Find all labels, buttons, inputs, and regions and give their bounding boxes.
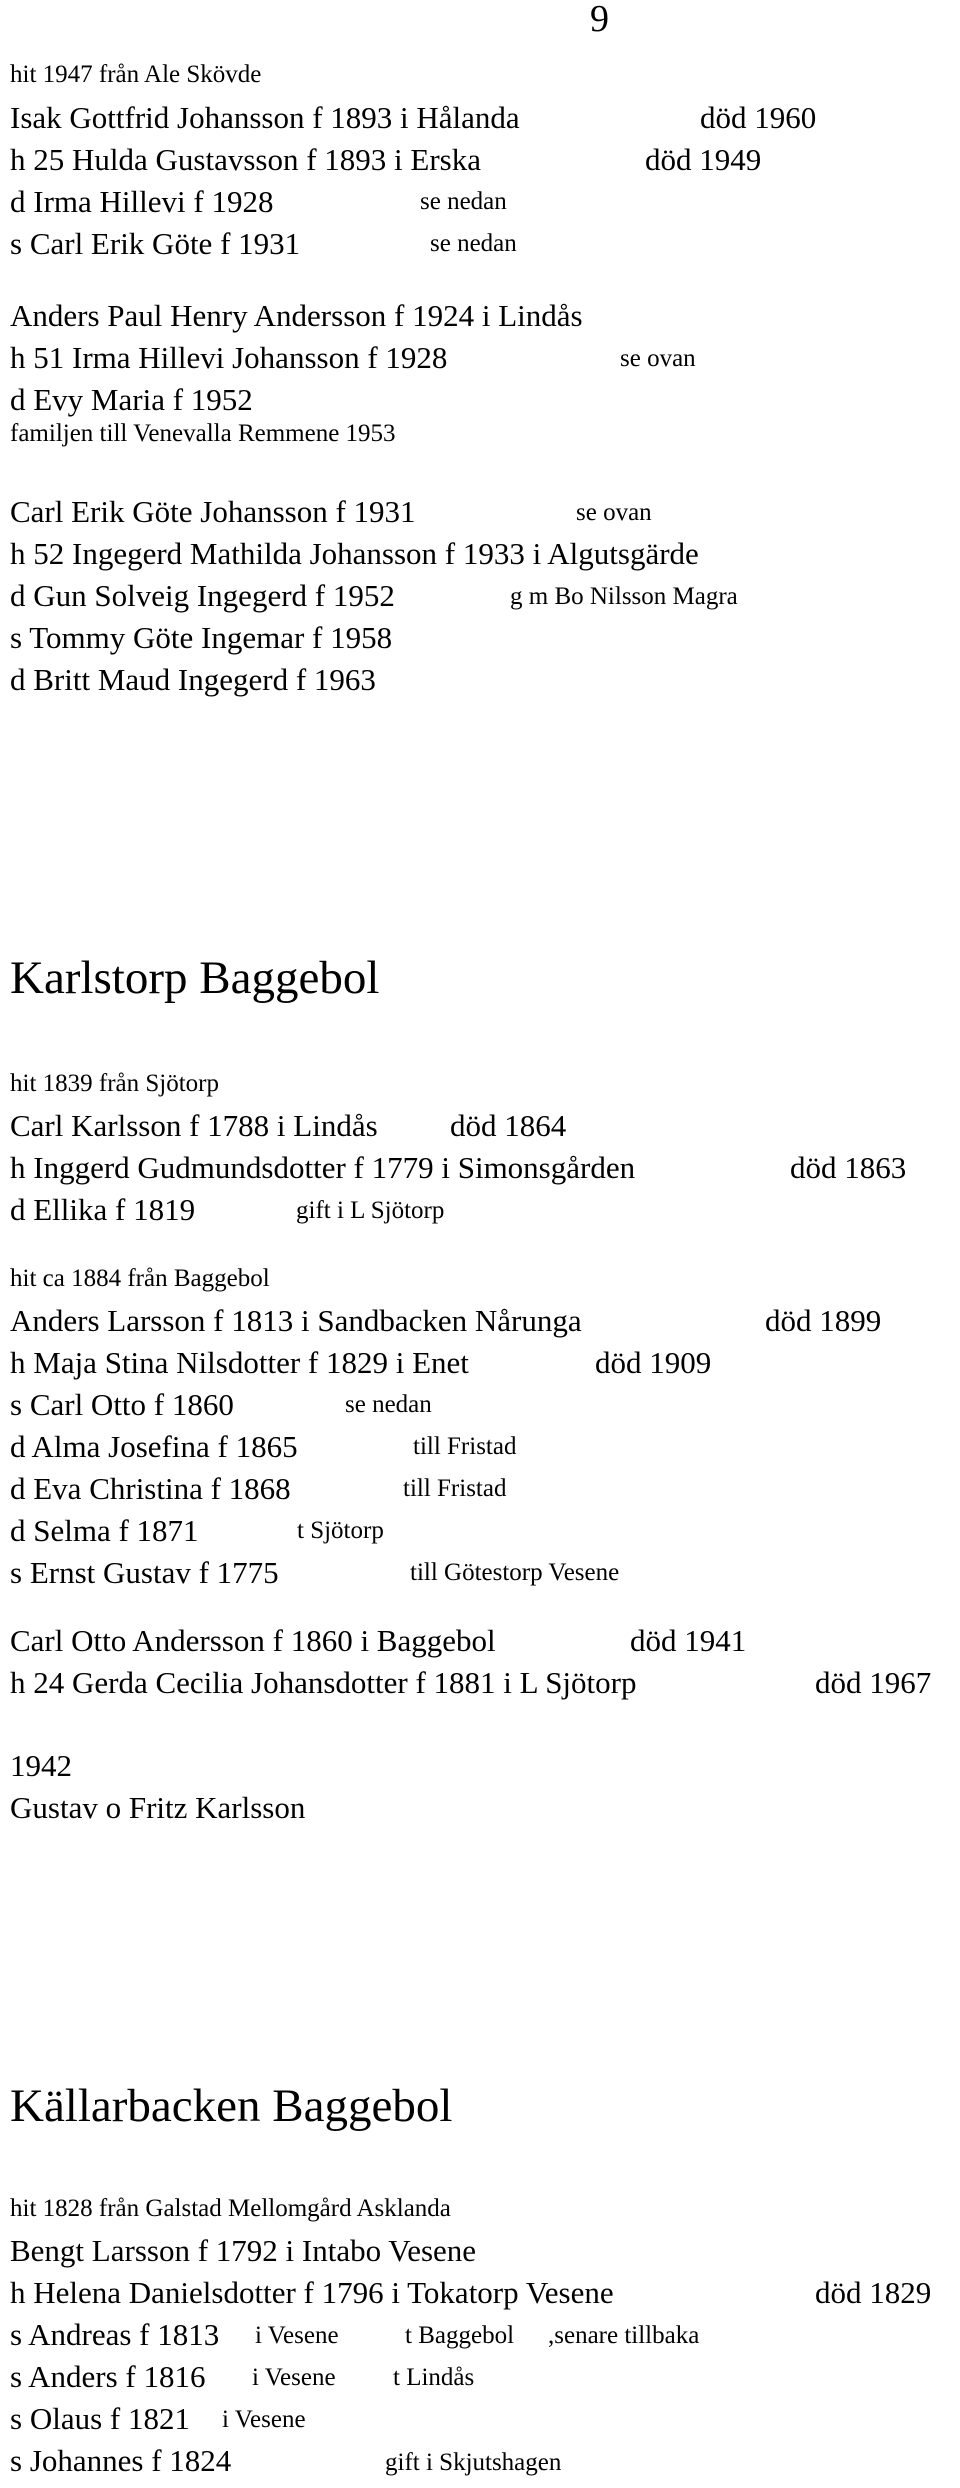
wife-name: h 51 Irma Hillevi Johansson f 1928	[10, 340, 448, 375]
child-name: d Gun Solveig Ingegerd f 1952	[10, 578, 395, 613]
child-note: till Götestorp Vesene	[410, 1559, 620, 1586]
child-note: gift i Skjutshagen	[385, 2449, 562, 2476]
child-note: se nedan	[420, 188, 507, 215]
arrival-note: hit 1828 från Galstad Mellomgård Asklanda	[10, 2195, 451, 2222]
child-place: i Vesene	[222, 2406, 306, 2433]
child-name: d Evy Maria f 1952	[10, 382, 253, 417]
child-name: d Ellika f 1819	[10, 1192, 196, 1227]
death-note: död 1899	[765, 1303, 882, 1338]
death-note: död 1960	[700, 100, 817, 135]
husband-name: Anders Paul Henry Andersson f 1924 i Lindås	[10, 298, 583, 333]
page-number: 9	[590, 0, 609, 40]
farm-heading: Karlstorp Baggebol	[10, 952, 380, 1004]
death-note: död 1863	[790, 1150, 907, 1185]
child-note: gift i L Sjötorp	[296, 1197, 445, 1224]
husband-name: Carl Erik Göte Johansson f 1931	[10, 494, 416, 529]
child-name: d Irma Hillevi f 1928	[10, 184, 274, 219]
death-note: död 1967	[815, 1665, 932, 1700]
child-name: s Andreas f 1813	[10, 2317, 220, 2352]
child-note: till Fristad	[403, 1475, 507, 1502]
child-name: d Alma Josefina f 1865	[10, 1429, 298, 1464]
husband-name: Carl Otto Andersson f 1860 i Baggebol	[10, 1623, 496, 1658]
child-note: till Fristad	[413, 1433, 517, 1460]
arrival-note: hit 1839 från Sjötorp	[10, 1070, 220, 1097]
year-note: 1942	[10, 1748, 72, 1783]
owners-note: Gustav o Fritz Karlsson	[10, 1790, 306, 1825]
child-note: se nedan	[345, 1391, 432, 1418]
husband-note: se ovan	[576, 499, 652, 526]
child-name: d Selma f 1871	[10, 1513, 199, 1548]
child-note: t Lindås	[393, 2364, 475, 2391]
child-note: t Baggebol	[405, 2322, 515, 2349]
child-name: d Britt Maud Ingegerd f 1963	[10, 662, 376, 697]
death-note: död 1949	[645, 142, 762, 177]
child-name: d Eva Christina f 1868	[10, 1471, 291, 1506]
child-name: s Johannes f 1824	[10, 2443, 232, 2478]
child-note: t Sjötorp	[297, 1517, 384, 1544]
husband-name: Isak Gottfrid Johansson f 1893 i Hålanda	[10, 100, 520, 135]
child-place: i Vesene	[252, 2364, 336, 2391]
wife-name: h Inggerd Gudmundsdotter f 1779 i Simonsgården	[10, 1150, 636, 1185]
husband-name: Carl Karlsson f 1788 i Lindås	[10, 1108, 378, 1143]
moved-note: familjen till Venevalla Remmene 1953	[10, 420, 396, 447]
wife-name: h Helena Danielsdotter f 1796 i Tokatorp Vesene	[10, 2275, 614, 2310]
husband-name: Bengt Larsson f 1792 i Intabo Vesene	[10, 2233, 477, 2268]
husband-name: Anders Larsson f 1813 i Sandbacken Nårunga	[10, 1303, 582, 1338]
wife-name: h 52 Ingegerd Mathilda Johansson f 1933 i Algutsgärde	[10, 536, 699, 571]
child-name: s Tommy Göte Ingemar f 1958	[10, 620, 393, 655]
child-note: se nedan	[430, 230, 517, 257]
farm-heading: Källarbacken Baggebol	[10, 2080, 453, 2132]
child-name: s Olaus f 1821	[10, 2401, 190, 2436]
death-note: död 1909	[595, 1345, 712, 1380]
arrival-note: hit ca 1884 från Baggebol	[10, 1265, 270, 1292]
wife-name: h Maja Stina Nilsdotter f 1829 i Enet	[10, 1345, 469, 1380]
child-place: i Vesene	[255, 2322, 339, 2349]
wife-name: h 24 Gerda Cecilia Johansdotter f 1881 i L Sjötorp	[10, 1665, 637, 1700]
death-note: död 1941	[630, 1623, 747, 1658]
death-note: död 1829	[815, 2275, 932, 2310]
child-name: s Carl Erik Göte f 1931	[10, 226, 301, 261]
wife-note: se ovan	[620, 345, 696, 372]
death-note: död 1864	[450, 1108, 567, 1143]
child-name: s Anders f 1816	[10, 2359, 206, 2394]
child-name: s Ernst Gustav f 1775	[10, 1555, 279, 1590]
wife-name: h 25 Hulda Gustavsson f 1893 i Erska	[10, 142, 481, 177]
child-note: g m Bo Nilsson Magra	[510, 583, 738, 610]
arrival-note: hit 1947 från Ale Skövde	[10, 61, 262, 88]
child-note-extra: ,senare tillbaka	[548, 2322, 700, 2349]
child-name: s Carl Otto f 1860	[10, 1387, 234, 1422]
